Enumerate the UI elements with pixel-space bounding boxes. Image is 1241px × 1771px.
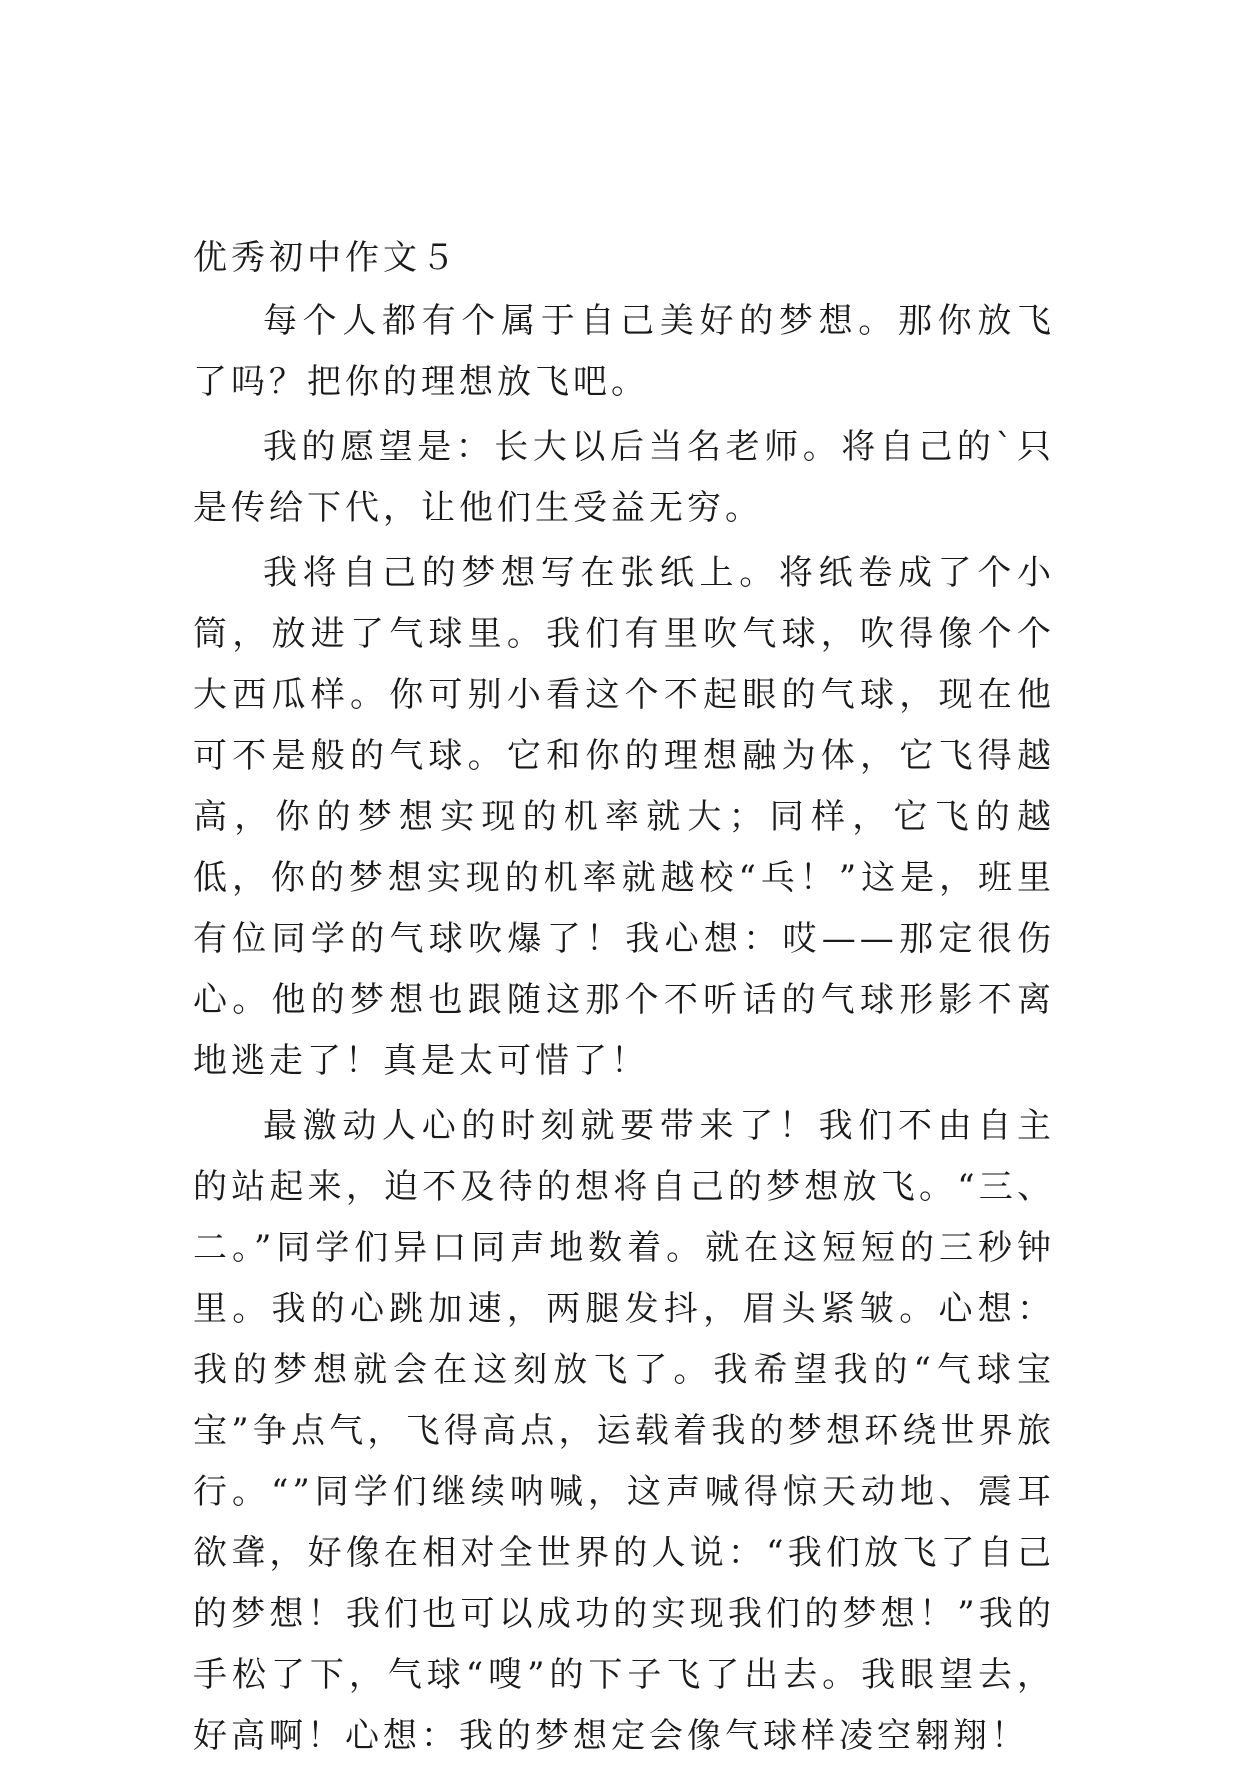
paragraph-1: 每个人都有个属于自己美好的梦想。那你放飞了吗？把你的理想放飞吧。 (193, 301, 1055, 402)
paragraph-2: 我的愿望是：长大以后当名老师。将自己的`只是传给下代，让他们生受益无穷。 (193, 427, 1055, 528)
document-body (193, 228, 1055, 1771)
document-title: 优秀初中作文５ (193, 238, 459, 278)
paragraph-3: 我将自己的梦想写在张纸上。将纸卷成了个小筒，放进了气球里。我们有里吹气球，吹得像个个大西瓜样。你可别小看这个不起眼的气球，现在他可不是般的气球。它和你的理想融为体，它飞得越高，你的梦想实现的机率就大；同样，它飞的越低，你的梦想实现的机率就越校“乓！”这是，班里有位同学的气球吹爆了！我心想：哎——那定很伤心。他的梦想也跟随这那个不听话的气球形影不离地逃走了！真是太可惜了！ (193, 553, 1055, 1081)
paragraph-4: 最激动人心的时刻就要带来了！我们不由自主的站起来，迫不及待的想将自己的梦想放飞。“三、二。”同学们异口同声地数着。就在这短短的三秒钟里。我的心跳加速，两腿发抖，眉头紧皱。心想：我的梦想就会在这刻放飞了。我希望我的“气球宝宝”争点气，飞得高点，运载着我的梦想环绕世界旅行。“”同学们继续呐喊，这声喊得惊天动地、震耳欲聋，好像在相对全世界的人说：“我们放飞了自己的梦想！我们也可以成功的实现我们的梦想！”我的手松了下，气球“嗖”的下子飞了出去。我眼望去，好高啊！心想：我的梦想定会像气球样凌空翱翔！ (193, 1106, 1055, 1756)
